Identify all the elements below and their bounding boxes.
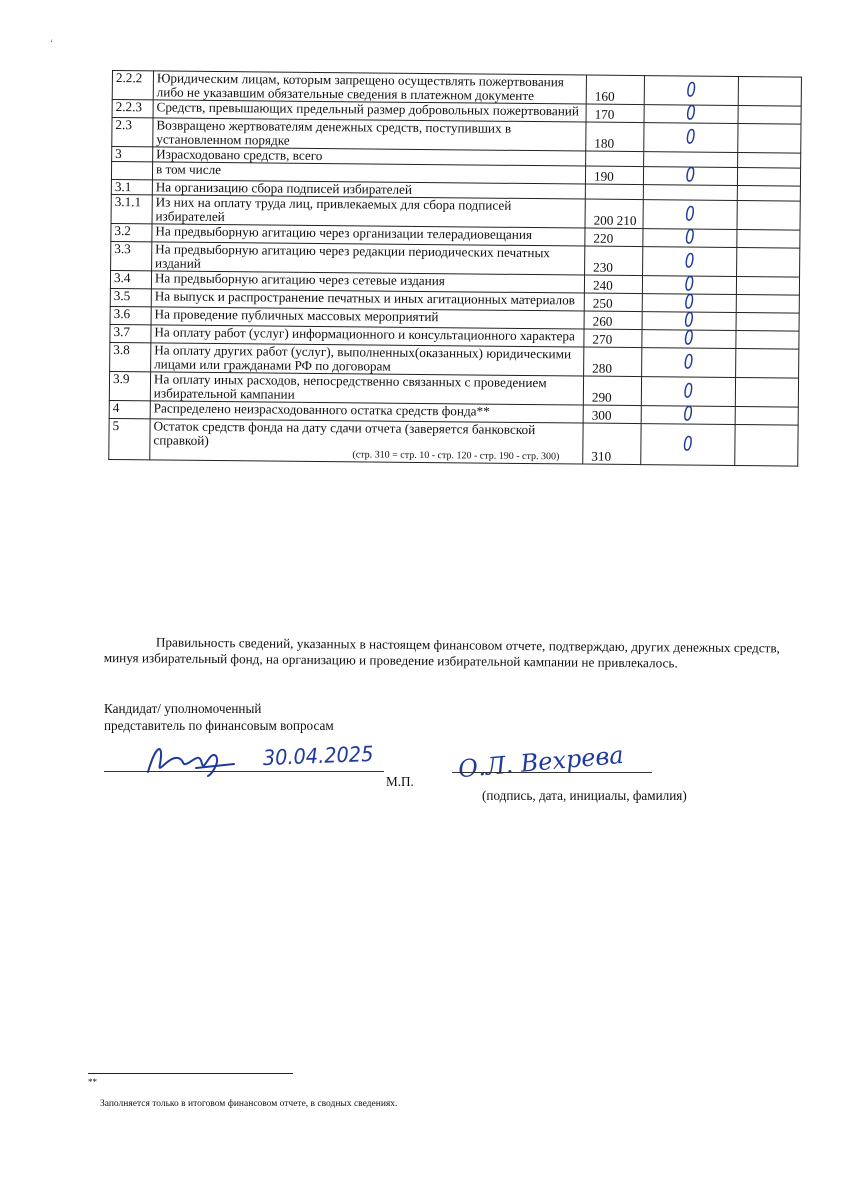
row-code: 250 [584, 293, 642, 312]
row-code: 310 [583, 423, 641, 465]
row-description-text: Израсходовано средств, всего [156, 146, 323, 164]
row-number [111, 162, 152, 180]
row-number: 3.2 [111, 223, 152, 241]
row-description-text: На выпуск и распространение печатных и иных агитационных материалов [154, 288, 576, 308]
confirmation-text: Правильность сведений, указанных в настоящем финансовом отчете, подтверждаю, других денежных средств, минуя избирательный фонд, на организацию и проведение избирательной кампании не привлекалось. [103, 634, 780, 671]
handwritten-amount: 0 [683, 431, 693, 456]
row-extra-cell [738, 124, 801, 154]
handwritten-amount: 0 [684, 325, 694, 350]
row-code: 160 [586, 75, 644, 105]
handwritten-amount: 0 [685, 201, 696, 226]
row-extra-cell [735, 407, 798, 426]
row-description-text: На предвыборную агитацию через редакции периодических печатных изданий [155, 241, 551, 271]
row-code: 300 [583, 405, 641, 424]
stamp-label: М.П. [386, 774, 414, 789]
row-extra-cell [736, 331, 799, 350]
row-number: 2.2.3 [112, 100, 153, 118]
row-extra-cell [736, 349, 799, 379]
handwritten-amount: 0 [685, 162, 696, 187]
row-number: 5 [109, 418, 150, 459]
handwritten-amount: 0 [683, 378, 694, 403]
handwritten-signature [138, 734, 238, 782]
row-description-text: На предвыборную агитацию через сетевые издания [154, 270, 445, 289]
scan-mark: ‘ [50, 38, 53, 48]
row-description-text: в том числе [155, 161, 222, 178]
row-number: 3.6 [110, 306, 151, 324]
row-code: 190 [585, 166, 643, 185]
row-amount [643, 185, 738, 201]
row-formula-note: (стр. 310 = стр. 10 - стр. 120 - стр. 190 - стр. 300) [352, 449, 560, 463]
handwritten-amount: 0 [686, 77, 697, 102]
row-extra-cell [739, 77, 802, 107]
row-extra-cell [738, 186, 801, 202]
row-code: 260 [584, 311, 642, 330]
row-description-text: На оплату иных расходов, непосредственно связанных с проведением избирательной кампании [153, 371, 547, 402]
signature-line [104, 771, 384, 772]
row-description-text: Средств, превышающих предельный размер добровольных пожертвований [156, 99, 579, 119]
row-number: 3.8 [110, 342, 151, 371]
handwritten-amount: 0 [686, 124, 696, 149]
footnote-divider [88, 1073, 293, 1074]
row-extra-cell [735, 425, 798, 467]
row-description-text: На оплату работ (услуг) информационного и консультационного характера [154, 324, 575, 344]
row-description-text: Юридическим лицам, которым запрещено осуществлять пожертвования либо не указавшим обязательные сведения в платежном документе [156, 70, 564, 104]
handwritten-name: О.Л. Вехрева [457, 740, 625, 784]
handwritten-amount: 0 [684, 271, 695, 296]
row-number: 2.2.2 [112, 71, 153, 100]
candidate-label [104, 700, 334, 734]
row-amount [641, 424, 736, 466]
row-extra-cell [738, 153, 801, 169]
row-extra-cell [737, 277, 800, 296]
row-amount [641, 348, 736, 378]
row-amount [644, 100, 739, 125]
name-line [452, 772, 652, 773]
row-number: 4 [109, 400, 150, 418]
handwritten-amount: 0 [684, 289, 695, 314]
row-description-text: На проведение публичных массовых мероприятий [154, 306, 439, 325]
candidate-label-line1: Кандидат/ уполномоченный [104, 701, 262, 716]
row-extra-cell [737, 248, 800, 278]
row-number: 3.9 [109, 371, 150, 400]
candidate-label-line2: представитель по финансовым вопросам [104, 718, 334, 733]
row-extra-cell [737, 230, 800, 249]
footnote-mark: ** [88, 1077, 97, 1087]
row-extra-cell [738, 106, 801, 125]
row-code: 200 210 [585, 199, 643, 229]
handwritten-amount: 0 [683, 401, 694, 426]
row-number: 3.1 [111, 179, 152, 194]
row-code: 170 [586, 104, 644, 123]
row-extra-cell [738, 168, 801, 187]
row-description [150, 419, 583, 464]
signature-caption: (подпись, дата, инициалы, фамилия) [482, 788, 687, 803]
row-code [586, 151, 644, 167]
row-extra-cell [737, 201, 800, 231]
row-description-text: На оплату других работ (услуг), выполненных(оказанных) юридическими лицами или гражданами РФ по договорам [154, 342, 572, 374]
row-description-text: Остаток средств фонда на дату сдачи отчета (заверяется банковской справкой) [153, 418, 536, 448]
row-number: 3.3 [111, 241, 152, 270]
row-number: 3.7 [110, 324, 151, 342]
footnote-text: Заполняется только в итоговом финансовом отчете, в сводных сведениях. [100, 1099, 398, 1109]
row-number: 3.1.1 [111, 194, 152, 223]
row-description-text: Возвращено жертвователям денежных средств, поступивших в установленном порядке [156, 117, 512, 148]
row-code: 280 [584, 347, 642, 377]
row-number: 3 [112, 147, 153, 162]
row-amount [643, 162, 738, 187]
handwritten-amount: 0 [686, 100, 697, 125]
row-code: 220 [585, 228, 643, 247]
row-description-text: Распределено неизрасходованного остатка средств фонда** [153, 400, 490, 419]
row-description-text: На организацию сбора подписей избирателей [155, 179, 413, 197]
row-amount [641, 401, 736, 426]
row-extra-cell [736, 313, 799, 332]
row-number: 2.3 [112, 118, 153, 147]
row-number: 3.4 [110, 270, 151, 288]
row-code: 290 [583, 376, 641, 406]
row-code [585, 184, 643, 200]
row-amount [644, 123, 739, 153]
row-code: 270 [584, 329, 642, 348]
row-description-text: Из них на оплату труда лиц, привлекаемых для сбора подписей избирателей [155, 194, 512, 225]
handwritten-amount: 0 [683, 349, 694, 374]
row-extra-cell [736, 378, 799, 408]
handwritten-amount: 0 [684, 307, 695, 332]
row-code: 180 [586, 122, 644, 152]
row-extra-cell [737, 295, 800, 314]
row-number: 3.5 [110, 288, 151, 306]
row-amount [643, 224, 738, 249]
handwritten-amount: 0 [685, 224, 695, 249]
table-row [109, 418, 798, 466]
handwritten-amount: 0 [684, 248, 695, 273]
row-amount [642, 325, 737, 350]
row-description-text: На предвыборную агитацию через организации телерадиовещания [155, 223, 533, 243]
finance-report-table [108, 70, 802, 467]
row-code: 230 [585, 246, 643, 276]
row-code: 240 [584, 275, 642, 294]
handwritten-date: 30.04.2025 [262, 741, 374, 771]
